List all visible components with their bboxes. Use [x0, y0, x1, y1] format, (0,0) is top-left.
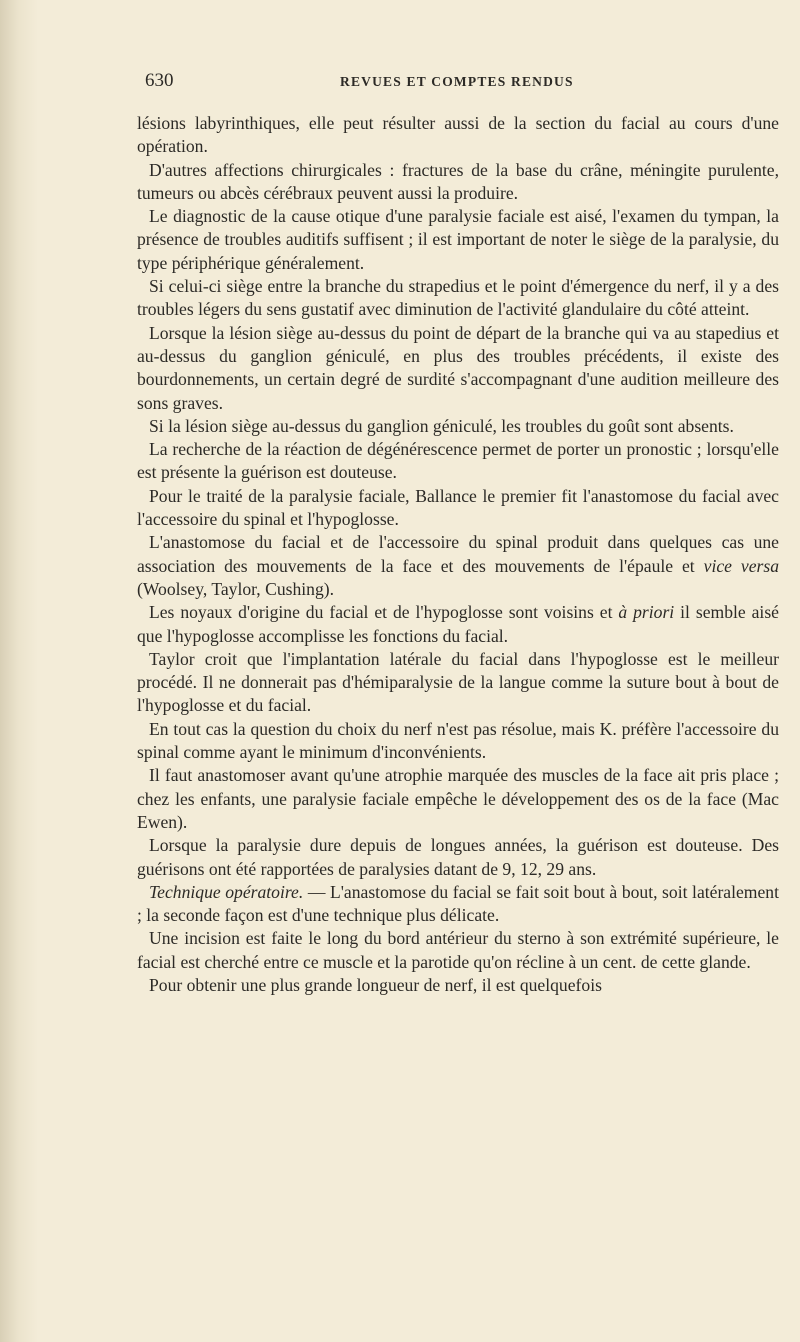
paragraph: Le diagnostic de la cause otique d'une paralysie faciale est aisé, l'examen du tympan, la présence de troubles auditifs suffisent ; il est important de noter le siège de la paralysie, du type périphérique généralement. [137, 206, 779, 273]
paragraph: En tout cas la question du choix du nerf n'est pas résolue, mais K. préfère l'accessoire du spinal comme ayant le minimum d'inconvénients. [137, 718, 779, 763]
paragraph: Pour obtenir une plus grande longueur de nerf, il est quelquefois [149, 974, 602, 995]
paragraph-text: il semble aisé que l'hypoglosse accomplisse les fonctions du facial. [137, 602, 779, 646]
paragraph: Lorsque la lésion siège au-dessus du point de départ de la branche qui va au stapedius et au-dessus du ganglion géniculé, en plus des troubles précédents, il existe des bourdonnements, un certain degré de surdité s'accompagnant d'une audition meilleure des sons graves. [137, 322, 779, 413]
paragraph-text: Les noyaux d'origine du facial et de l'hypoglosse sont voisins et [149, 602, 619, 623]
paragraph: Une incision est faite le long du bord antérieur du sterno à son extrémité supérieure, le facial est cherché entre ce muscle et la parotide qu'on récline à un cent. de cette glande. [137, 928, 779, 972]
paragraph: Si celui-ci siège entre la branche du strapedius et le point d'émergence du nerf, il y a des troubles légers du sens gustatif avec diminution de l'activité glandulaire du côté atteint. [137, 276, 779, 320]
italic-phrase: à priori [618, 602, 675, 623]
paragraph-text: L'anastomose du facial et de l'accessoire du spinal produit dans quelques cas une association des mouvements de la face et des mouvements de l'épaule et [137, 532, 779, 576]
paragraph: Pour le traité de la paralysie faciale, Ballance le premier fit l'anastomose du facial avec l'accessoire du spinal et l'hypoglosse. [137, 485, 779, 530]
italic-phrase: vice versa [703, 555, 779, 576]
paragraph: Lorsque la paralysie dure depuis de longues années, la guérison est douteuse. Des guérisons ont été rapportées de paralysies datant de 9, 12, 29 ans. [137, 835, 779, 879]
running-head: REVUES ET COMPTES RENDUS [340, 74, 574, 89]
paragraph [137, 881, 779, 928]
paragraph-text: (Woolsey, Taylor, Cushing). [137, 578, 335, 599]
page-header [145, 70, 785, 98]
paragraph [137, 531, 779, 601]
paragraph: La recherche de la réaction de dégénérescence permet de porter un pronostic ; lorsqu'elle est présente la guérison est douteuse. [137, 439, 779, 483]
section-heading: Technique opératoire. [149, 881, 304, 902]
paragraph: Taylor croit que l'implantation latérale du facial dans l'hypoglosse est le meilleur procédé. Il ne donnerait pas d'hémiparalysie de la langue comme la suture bout à bout de l'hypoglosse et du facial. [137, 648, 779, 716]
paragraph: lésions labyrinthiques, elle peut résulter aussi de la section du facial au cours d'une opération. [137, 113, 779, 157]
paragraph: Si la lésion siège au-dessus du ganglion géniculé, les troubles du goût sont absents. [149, 415, 734, 436]
paragraph [137, 601, 779, 648]
paragraph: D'autres affections chirurgicales : fractures de la base du crâne, méningite purulente, tumeurs ou abcès cérébraux peuvent aussi la produire. [137, 159, 779, 203]
paragraph: Il faut anastomoser avant qu'une atrophie marquée des muscles de la face ait pris place ; chez les enfants, une paralysie faciale empêche le développement des os de la face (Mac Ewen). [137, 765, 779, 832]
body-text [137, 112, 779, 997]
page-number: 630 [145, 70, 174, 91]
paragraph-text: — L'anastomose du facial se fait soit bout à bout, soit latéralement ; la seconde façon est d'une technique plus délicate. [137, 881, 779, 926]
